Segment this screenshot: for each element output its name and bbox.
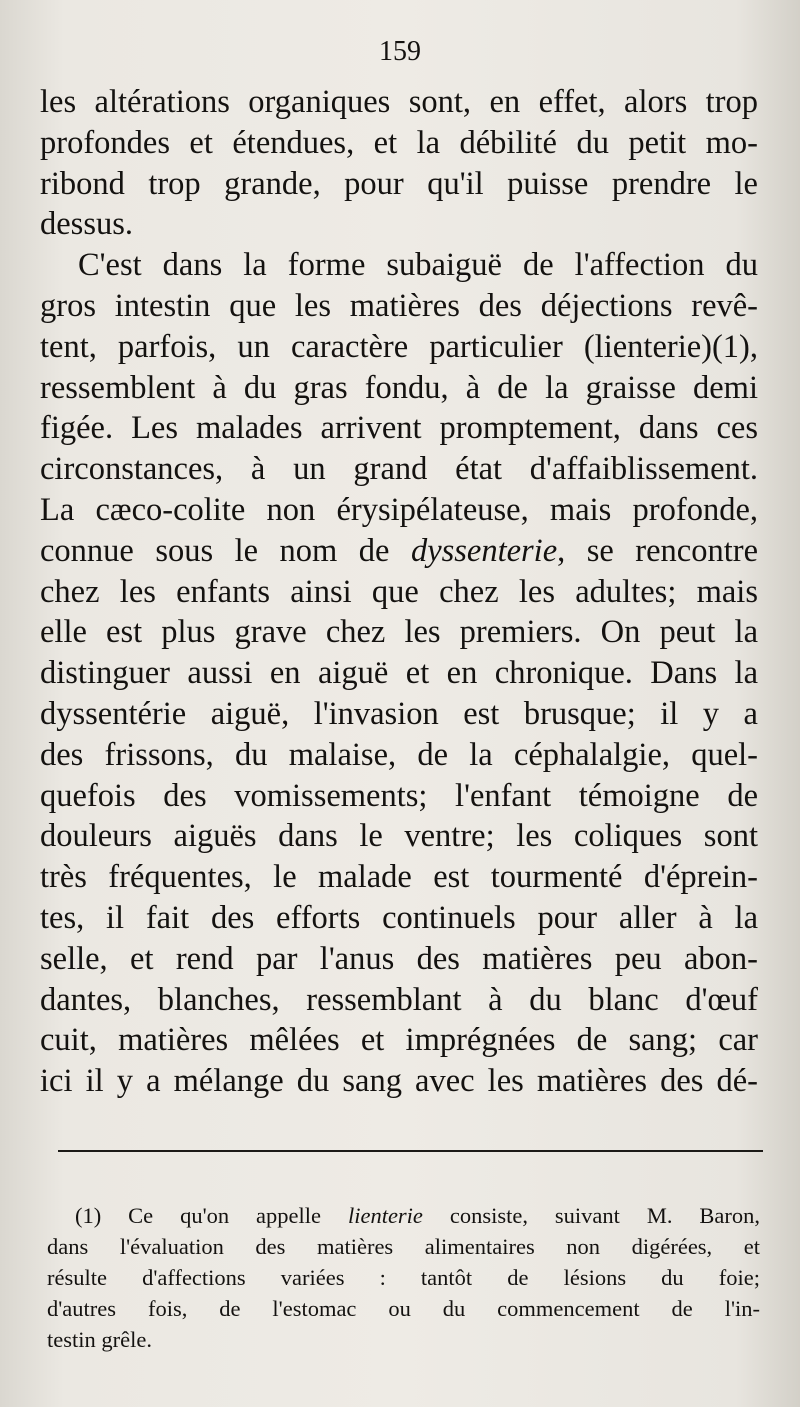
text-line: figée. Les malades arrivent promptement, dans ces: [40, 410, 758, 447]
paragraph-start-line: C'est dans la forme subaiguë de l'affection du: [78, 247, 758, 284]
text-line: tent, parfois, un caractère particulier (lienterie)(1),: [40, 328, 758, 365]
text-line: ressemblent à du gras fondu, à de la graisse demi: [40, 369, 758, 406]
italic-term: dyssenterie: [410, 532, 558, 569]
text-line: cuit, matières mêlées et imprégnées de sang; car: [40, 1022, 758, 1059]
text-segment: consiste, suivant M. Baron,: [422, 1203, 760, 1228]
text-line: ribond trop grande, pour qu'il puisse prendre le: [40, 165, 758, 202]
text-line: La cæco-colite non érysipélateuse, mais profonde,: [40, 491, 758, 528]
text-line: selle, et rend par l'anus des matières peu abon-: [40, 940, 758, 977]
text-line: dessus.: [40, 206, 133, 243]
text-line: profondes et étendues, et la débilité du petit mo-: [40, 124, 758, 161]
text-line: circonstances, à un grand état d'affaiblissement.: [40, 451, 758, 488]
text-segment: , se rencontre: [557, 532, 758, 569]
text-line: douleurs aiguës dans le ventre; les coliques sont: [40, 818, 758, 855]
text-line: les altérations organiques sont, en effet, alors trop: [40, 84, 758, 120]
text-line: gros intestin que les matières des déjections revê-: [40, 287, 758, 324]
text-line: quefois des vomissements; l'enfant témoigne de: [40, 777, 758, 814]
text-line: ici il y a mélange du sang avec les matières des dé-: [40, 1063, 758, 1100]
text-line: tes, il fait des efforts continuels pour aller à la: [40, 899, 758, 936]
text-line: très fréquentes, le malade est tourmenté d'éprein-: [40, 859, 758, 896]
text-line: chez les enfants ainsi que chez les adultes; mais: [40, 573, 758, 610]
footnote-line: [47, 1200, 760, 1231]
italic-term: lienterie: [347, 1203, 423, 1228]
main-text: [40, 82, 758, 1102]
footnote: [47, 1200, 760, 1355]
text-line: distinguer aussi en aiguë et en chronique. Dans la: [40, 655, 758, 692]
text-line: dyssentérie aiguë, l'invasion est brusque; il y a: [40, 695, 758, 732]
text-segment: connue sous le nom de: [40, 532, 411, 569]
footnote-line: dans l'évaluation des matières alimentaires non digérées, et: [47, 1234, 760, 1259]
text-segment: (1) Ce qu'on appelle: [75, 1203, 348, 1228]
footnote-line: résulte d'affections variées : tantôt de lésions du foie;: [47, 1265, 760, 1290]
page-number: 159: [379, 36, 421, 67]
footnote-line: testin grêle.: [47, 1327, 152, 1352]
text-line: des frissons, du malaise, de la céphalalgie, quel-: [40, 736, 758, 773]
footnote-separator-rule: [58, 1150, 763, 1152]
footnote-line: d'autres fois, de l'estomac ou du commencement de l'in-: [47, 1296, 760, 1321]
text-line: elle est plus grave chez les premiers. On peut la: [40, 614, 758, 651]
text-line: dantes, blanches, ressemblant à du blanc d'œuf: [40, 981, 758, 1018]
text-line-dyssenterie: [40, 531, 758, 572]
